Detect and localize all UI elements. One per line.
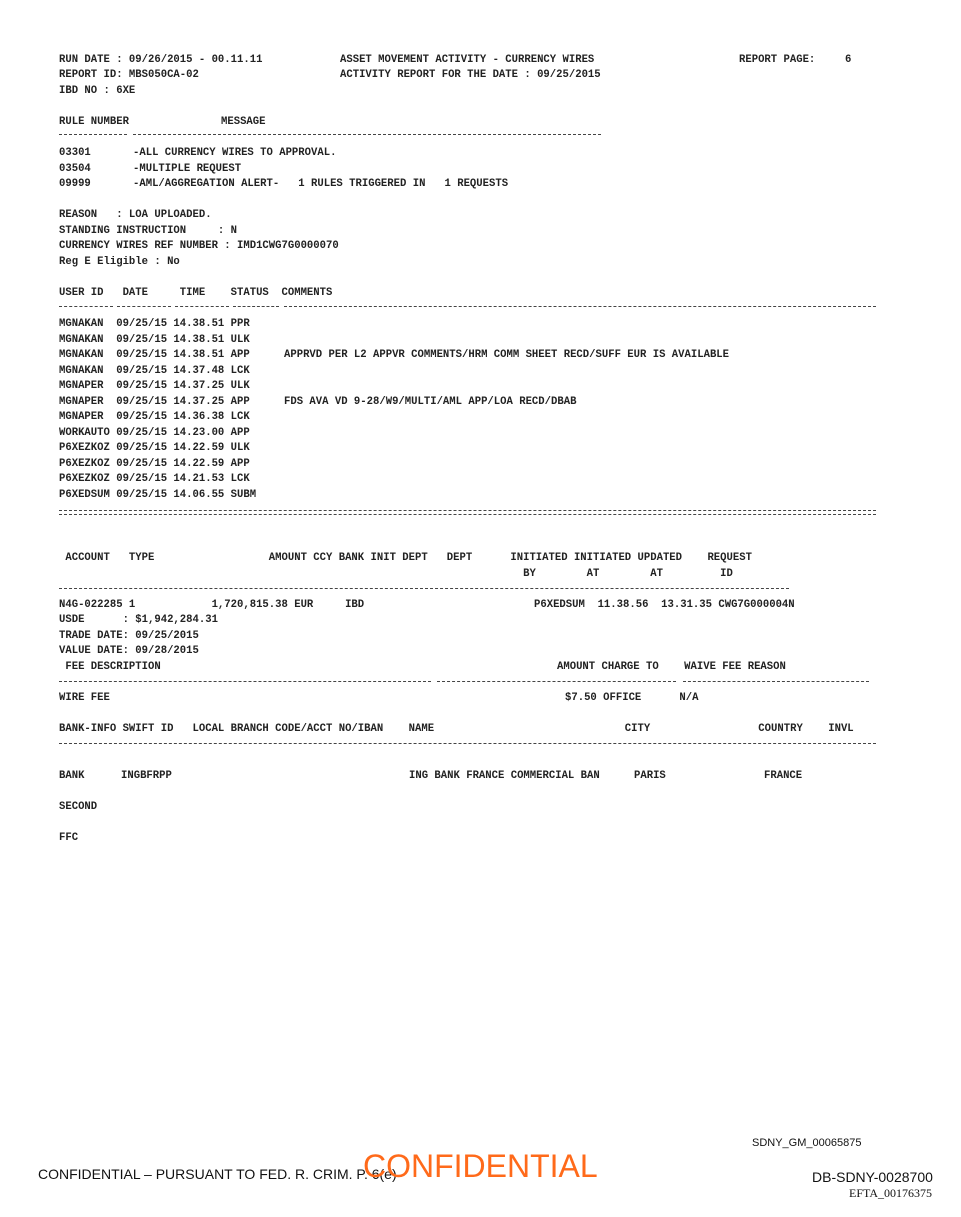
activity-row: MGNAKAN 09/25/15 14.38.51 PPR bbox=[59, 318, 250, 330]
run-date: RUN DATE : 09/26/2015 - 00.11.11 bbox=[59, 54, 263, 66]
activity-divider bbox=[233, 306, 279, 307]
activity-comment: FDS AVA VD 9-28/W9/MULTI/AML APP/LOA RECD/DBAB bbox=[284, 396, 577, 408]
efta-number: EFTA_00176375 bbox=[849, 1186, 933, 1200]
rule-message: -ALL CURRENCY WIRES TO APPROVAL. bbox=[133, 147, 337, 159]
activity-divider bbox=[175, 306, 229, 307]
reason: REASON : LOA UPLOADED. bbox=[59, 209, 212, 221]
report-page-label: REPORT PAGE: bbox=[739, 54, 816, 66]
report-title: ASSET MOVEMENT ACTIVITY - CURRENCY WIRES bbox=[340, 54, 595, 66]
rule-number: 09999 bbox=[59, 178, 91, 190]
rule-number: 03301 bbox=[59, 147, 91, 159]
fee-divider bbox=[59, 681, 431, 682]
account-header-row2: BY AT AT ID bbox=[59, 568, 733, 580]
report-id: REPORT ID: MBS050CA-02 bbox=[59, 69, 199, 81]
bank-type: BANK bbox=[59, 770, 85, 782]
message-header: MESSAGE bbox=[221, 116, 266, 128]
standing-instruction: STANDING INSTRUCTION : N bbox=[59, 225, 238, 237]
reg-e-eligible: Reg E Eligible : No bbox=[59, 256, 180, 268]
activity-row: P6XEZKOZ 09/25/15 14.21.53 LCK bbox=[59, 473, 250, 485]
rule-number-divider bbox=[59, 134, 127, 135]
confidential-notice: CONFIDENTIAL – PURSUANT TO FED. R. CRIM. P. 6(e) bbox=[38, 1166, 397, 1182]
activity-row: WORKAUTO 09/25/15 14.23.00 APP bbox=[59, 427, 250, 439]
rule-number: 03504 bbox=[59, 163, 91, 175]
ibd-number: IBD NO : 6XE bbox=[59, 85, 136, 97]
bank-country: FRANCE bbox=[764, 770, 803, 782]
bank-swift-id: INGBFRPP bbox=[121, 770, 172, 782]
activity-comment: APPRVD PER L2 APPVR COMMENTS/HRM COMM SHEET RECD/SUFF EUR IS AVAILABLE bbox=[284, 349, 730, 361]
bank-divider bbox=[59, 743, 876, 744]
activity-row: P6XEZKOZ 09/25/15 14.22.59 ULK bbox=[59, 442, 250, 454]
bank-header: BANK-INFO SWIFT ID LOCAL BRANCH CODE/ACCT NO/IBAN NAME CITY COUNTRY INVL bbox=[59, 723, 854, 735]
bates-number-db: DB-SDNY-0028700 bbox=[812, 1169, 933, 1185]
section-separator bbox=[59, 510, 876, 515]
fee-header-right: AMOUNT CHARGE TO WAIVE FEE REASON bbox=[557, 661, 786, 673]
ref-number: CURRENCY WIRES REF NUMBER : IMD1CWG7G0000070 bbox=[59, 240, 339, 252]
account-header-row1: ACCOUNT TYPE AMOUNT CCY BANK INIT DEPT DEPT INITIATED INITIATED UPDATED REQUEST bbox=[59, 552, 752, 564]
fee-amount: $7.50 OFFICE N/A bbox=[565, 692, 699, 704]
fee-header: FEE DESCRIPTION bbox=[59, 661, 161, 673]
activity-row: MGNAKAN 09/25/15 14.38.51 ULK bbox=[59, 334, 250, 346]
activity-row: MGNAPER 09/25/15 14.37.25 ULK bbox=[59, 380, 250, 392]
confidential-stamp: CONFIDENTIAL bbox=[363, 1148, 598, 1184]
activity-row: P6XEDSUM 09/25/15 14.06.55 SUBM bbox=[59, 489, 257, 501]
rule-message: -MULTIPLE REQUEST bbox=[133, 163, 242, 175]
activity-row: MGNAPER 09/25/15 14.36.38 LCK bbox=[59, 411, 250, 423]
trade-date: TRADE DATE: 09/25/2015 bbox=[59, 630, 199, 642]
rule-number-header: RULE NUMBER bbox=[59, 116, 129, 128]
fee-divider bbox=[437, 681, 676, 682]
activity-divider bbox=[284, 306, 876, 307]
rule-message: -AML/AGGREGATION ALERT- 1 RULES TRIGGERED IN 1 REQUESTS bbox=[133, 178, 509, 190]
activity-headers: USER ID DATE TIME STATUS COMMENTS bbox=[59, 287, 333, 299]
activity-row: MGNAKAN 09/25/15 14.38.51 APP bbox=[59, 349, 250, 361]
bank-city: PARIS bbox=[634, 770, 666, 782]
account-row-initiation: P6XEDSUM 11.38.56 13.31.35 CWG7G000004N bbox=[534, 599, 795, 611]
account-row: N4G-022285 1 1,720,815.38 EUR IBD bbox=[59, 599, 365, 611]
account-divider bbox=[59, 588, 789, 589]
fee-description: WIRE FEE bbox=[59, 692, 110, 704]
message-divider bbox=[133, 134, 601, 135]
bates-number-top: SDNY_GM_00065875 bbox=[752, 1137, 862, 1149]
report-date: ACTIVITY REPORT FOR THE DATE : 09/25/2015 bbox=[340, 69, 601, 81]
bank-name: ING BANK FRANCE COMMERCIAL BAN bbox=[409, 770, 600, 782]
report-page-number: 6 bbox=[845, 54, 852, 66]
activity-divider bbox=[59, 306, 113, 307]
usde-amount: USDE : $1,942,284.31 bbox=[59, 614, 218, 626]
ffc-label: FFC bbox=[59, 832, 79, 844]
activity-row: P6XEZKOZ 09/25/15 14.22.59 APP bbox=[59, 458, 250, 470]
activity-row: MGNAPER 09/25/15 14.37.25 APP bbox=[59, 396, 250, 408]
second-label: SECOND bbox=[59, 801, 98, 813]
fee-divider bbox=[683, 681, 869, 682]
value-date: VALUE DATE: 09/28/2015 bbox=[59, 645, 199, 657]
activity-row: MGNAKAN 09/25/15 14.37.48 LCK bbox=[59, 365, 250, 377]
activity-divider bbox=[117, 306, 171, 307]
